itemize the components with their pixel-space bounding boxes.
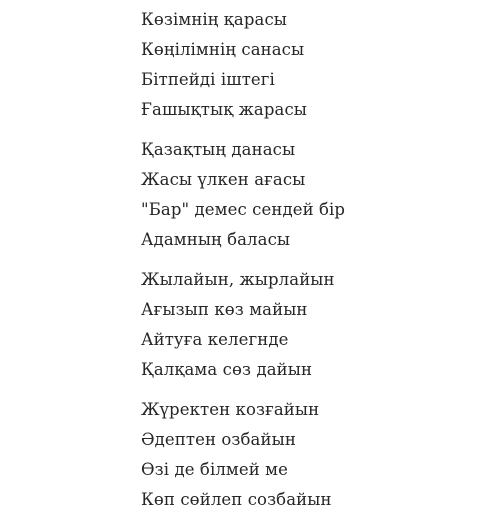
poem-line: Айтуға келегнде xyxy=(141,330,289,349)
poem-line: Қазақтың данасы xyxy=(141,140,296,159)
poem-line: Адамның баласы xyxy=(141,230,291,249)
poem-line: Қалқама сөз дайын xyxy=(141,360,313,379)
stanza-4 xyxy=(141,398,345,518)
poem-line: Көзімнің қарасы xyxy=(141,10,288,29)
poem-line: Ғашықтық жарасы xyxy=(141,100,308,119)
poem-line: Көп сөйлеп созбайын xyxy=(141,490,332,509)
poem-line: Жасы үлкен ағасы xyxy=(141,170,306,189)
poem-line: Жүректен козғайын xyxy=(141,400,320,419)
stanza-2 xyxy=(141,138,345,258)
stanza-3 xyxy=(141,268,345,388)
poem-line: Көңілімнің санасы xyxy=(141,40,305,59)
poem-line: Өзі де білмей ме xyxy=(141,460,288,479)
poem-line: Жылайын, жырлайын xyxy=(141,270,335,289)
poem-line: "Бар" демес сендей бір xyxy=(141,200,346,219)
stanza-1 xyxy=(141,8,345,128)
poem-text xyxy=(141,8,345,528)
poem-line: Бітпейді іштегі xyxy=(141,70,275,89)
poem-line: Ағызып көз майын xyxy=(141,300,308,319)
poem-line: Әдептен озбайын xyxy=(141,430,296,449)
